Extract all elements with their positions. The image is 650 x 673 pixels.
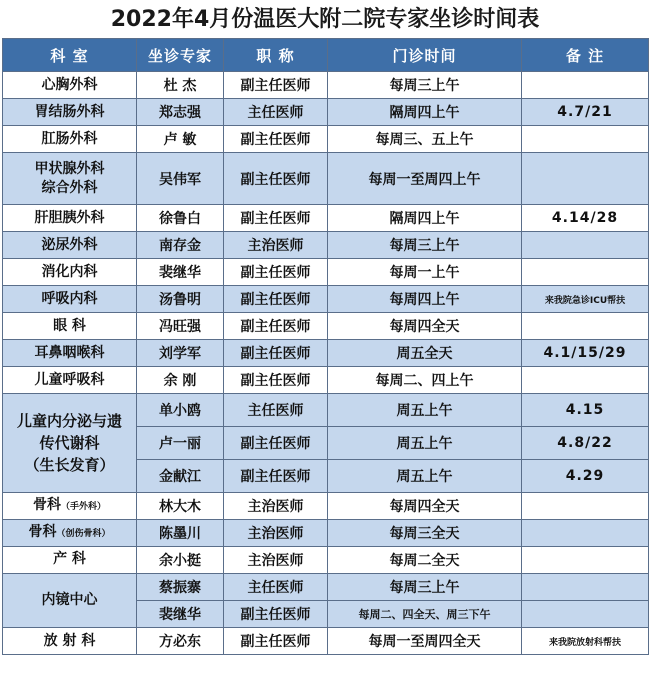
dept-cell xyxy=(3,547,137,574)
dept-main: 骨科 xyxy=(32,496,61,513)
table-row xyxy=(3,394,649,427)
time-cell: 周五上午 xyxy=(328,394,522,427)
note-cell xyxy=(522,232,649,259)
dept-sub: （创伤骨科） xyxy=(56,528,111,539)
time-cell: 每周三上午 xyxy=(328,574,522,601)
time-cell: 每周三、五上午 xyxy=(328,126,522,153)
dept-cell: 肛肠外科 xyxy=(3,126,137,153)
time-cell: 每周一至周四上午 xyxy=(328,153,522,205)
note-cell xyxy=(522,601,649,628)
time-cell: 每周二全天 xyxy=(328,547,522,574)
note-cell: 4.14/28 xyxy=(522,205,649,232)
title-cell: 主治医师 xyxy=(224,520,328,547)
table-row xyxy=(3,259,649,286)
time-cell: 每周四全天 xyxy=(328,313,522,340)
dept-line: 甲状腺外科 xyxy=(34,160,105,177)
dept-cell xyxy=(3,493,137,520)
dept-line: （生长发育） xyxy=(24,456,115,474)
title-cell: 副主任医师 xyxy=(224,72,328,99)
title-cell: 副主任医师 xyxy=(224,340,328,367)
dept-sub: （手外科） xyxy=(60,501,106,512)
note-cell xyxy=(522,547,649,574)
note-cell xyxy=(522,153,649,205)
doctor-cell: 单小鸥 xyxy=(137,394,224,427)
doctor-cell: 冯旺强 xyxy=(137,313,224,340)
schedule-title: 2022年4月份温医大附二院专家坐诊时间表 xyxy=(110,7,540,32)
table-row xyxy=(3,153,649,205)
table-row xyxy=(3,126,649,153)
doctor-cell: 陈墨川 xyxy=(137,520,224,547)
dept-cell xyxy=(3,153,137,205)
time-cell: 每周一上午 xyxy=(328,259,522,286)
note-cell: 4.1/15/29 xyxy=(522,340,649,367)
dept-cell xyxy=(3,394,137,493)
table-row xyxy=(3,574,649,601)
table-row xyxy=(3,72,649,99)
title-cell: 副主任医师 xyxy=(224,259,328,286)
time-cell: 每周三全天 xyxy=(328,520,522,547)
note-cell: 4.7/21 xyxy=(522,99,649,126)
title-cell: 副主任医师 xyxy=(224,205,328,232)
dept-cell: 胃结肠外科 xyxy=(3,99,137,126)
dept-cell: 呼吸内科 xyxy=(3,286,137,313)
time-cell: 每周三上午 xyxy=(328,72,522,99)
time-cell: 每周一至周四全天 xyxy=(328,628,522,655)
note-cell xyxy=(522,126,649,153)
note-cell: 4.15 xyxy=(522,394,649,427)
title-cell: 副主任医师 xyxy=(224,313,328,340)
title-cell: 副主任医师 xyxy=(224,286,328,313)
dept-cell: 消化内科 xyxy=(3,259,137,286)
header-doctor: 坐诊专家 xyxy=(137,39,224,72)
doctor-cell: 裴继华 xyxy=(137,601,224,628)
doctor-cell: 林大木 xyxy=(137,493,224,520)
title-cell: 主任医师 xyxy=(224,574,328,601)
header-title: 职 称 xyxy=(224,39,328,72)
time-cell: 隔周四上午 xyxy=(328,205,522,232)
doctor-cell: 裴继华 xyxy=(137,259,224,286)
table-row xyxy=(3,628,649,655)
dept-line: 传代谢科 xyxy=(39,434,100,452)
dept-main: 骨科 xyxy=(28,523,57,540)
header-time: 门诊时间 xyxy=(328,39,522,72)
note-cell xyxy=(522,72,649,99)
title-cell: 主治医师 xyxy=(224,547,328,574)
doctor-cell: 杜 杰 xyxy=(137,72,224,99)
title-cell: 副主任医师 xyxy=(224,628,328,655)
doctor-cell: 卢 敏 xyxy=(137,126,224,153)
note-cell xyxy=(522,259,649,286)
title-cell: 副主任医师 xyxy=(224,460,328,493)
table-row xyxy=(3,232,649,259)
doctor-cell: 刘学军 xyxy=(137,340,224,367)
dept-cell: 心胸外科 xyxy=(3,72,137,99)
dept-line: 综合外科 xyxy=(41,179,98,196)
header-row xyxy=(3,39,649,72)
time-cell: 周五上午 xyxy=(328,427,522,460)
time-cell: 每周三上午 xyxy=(328,232,522,259)
title-cell: 主治医师 xyxy=(224,232,328,259)
time-cell: 每周四全天 xyxy=(328,493,522,520)
table-row xyxy=(3,205,649,232)
dept-cell: 儿童呼吸科 xyxy=(3,367,137,394)
table-row xyxy=(3,493,649,520)
dept-line: 儿童内分泌与遗 xyxy=(16,412,122,430)
note-cell: 来我院急诊ICU帮扶 xyxy=(522,286,649,313)
table-row xyxy=(3,313,649,340)
note-cell xyxy=(522,574,649,601)
title-cell: 副主任医师 xyxy=(224,601,328,628)
doctor-cell: 余 刚 xyxy=(137,367,224,394)
time-cell: 周五上午 xyxy=(328,460,522,493)
time-cell: 隔周四上午 xyxy=(328,99,522,126)
time-cell: 每周二、四上午 xyxy=(328,367,522,394)
doctor-cell: 蔡振寨 xyxy=(137,574,224,601)
table-row xyxy=(3,99,649,126)
dept-cell: 肝胆胰外科 xyxy=(3,205,137,232)
title-cell: 副主任医师 xyxy=(224,367,328,394)
doctor-cell: 金献江 xyxy=(137,460,224,493)
title-cell: 主治医师 xyxy=(224,493,328,520)
note-cell xyxy=(522,313,649,340)
table-row xyxy=(3,547,649,574)
table-row xyxy=(3,340,649,367)
note-cell: 来我院放射科帮扶 xyxy=(522,628,649,655)
doctor-cell: 郑志强 xyxy=(137,99,224,126)
time-cell: 每周二、四全天、周三下午 xyxy=(328,601,522,628)
title-cell: 主任医师 xyxy=(224,394,328,427)
dept-cell: 泌尿外科 xyxy=(3,232,137,259)
table-row xyxy=(3,286,649,313)
doctor-cell: 南存金 xyxy=(137,232,224,259)
dept-main: 产 科 xyxy=(53,550,86,567)
title-cell: 副主任医师 xyxy=(224,153,328,205)
dept-cell: 眼 科 xyxy=(3,313,137,340)
title-cell: 副主任医师 xyxy=(224,126,328,153)
note-cell: 4.8/22 xyxy=(522,427,649,460)
dept-cell: 耳鼻咽喉科 xyxy=(3,340,137,367)
dept-cell: 内镜中心 xyxy=(3,574,137,628)
note-cell xyxy=(522,493,649,520)
doctor-cell: 余小挺 xyxy=(137,547,224,574)
dept-cell xyxy=(3,520,137,547)
note-cell xyxy=(522,367,649,394)
doctor-cell: 徐鲁白 xyxy=(137,205,224,232)
note-cell xyxy=(522,520,649,547)
dept-cell: 放 射 科 xyxy=(3,628,137,655)
note-cell: 4.29 xyxy=(522,460,649,493)
doctor-cell: 吴伟军 xyxy=(137,153,224,205)
doctor-cell: 汤鲁明 xyxy=(137,286,224,313)
table-row xyxy=(3,520,649,547)
doctor-cell: 方必东 xyxy=(137,628,224,655)
title-cell: 副主任医师 xyxy=(224,427,328,460)
header-dept: 科 室 xyxy=(3,39,137,72)
header-note: 备 注 xyxy=(522,39,649,72)
title-cell: 主任医师 xyxy=(224,99,328,126)
table-row xyxy=(3,367,649,394)
time-cell: 周五全天 xyxy=(328,340,522,367)
doctor-cell: 卢一丽 xyxy=(137,427,224,460)
schedule-table xyxy=(2,38,649,655)
time-cell: 每周四上午 xyxy=(328,286,522,313)
